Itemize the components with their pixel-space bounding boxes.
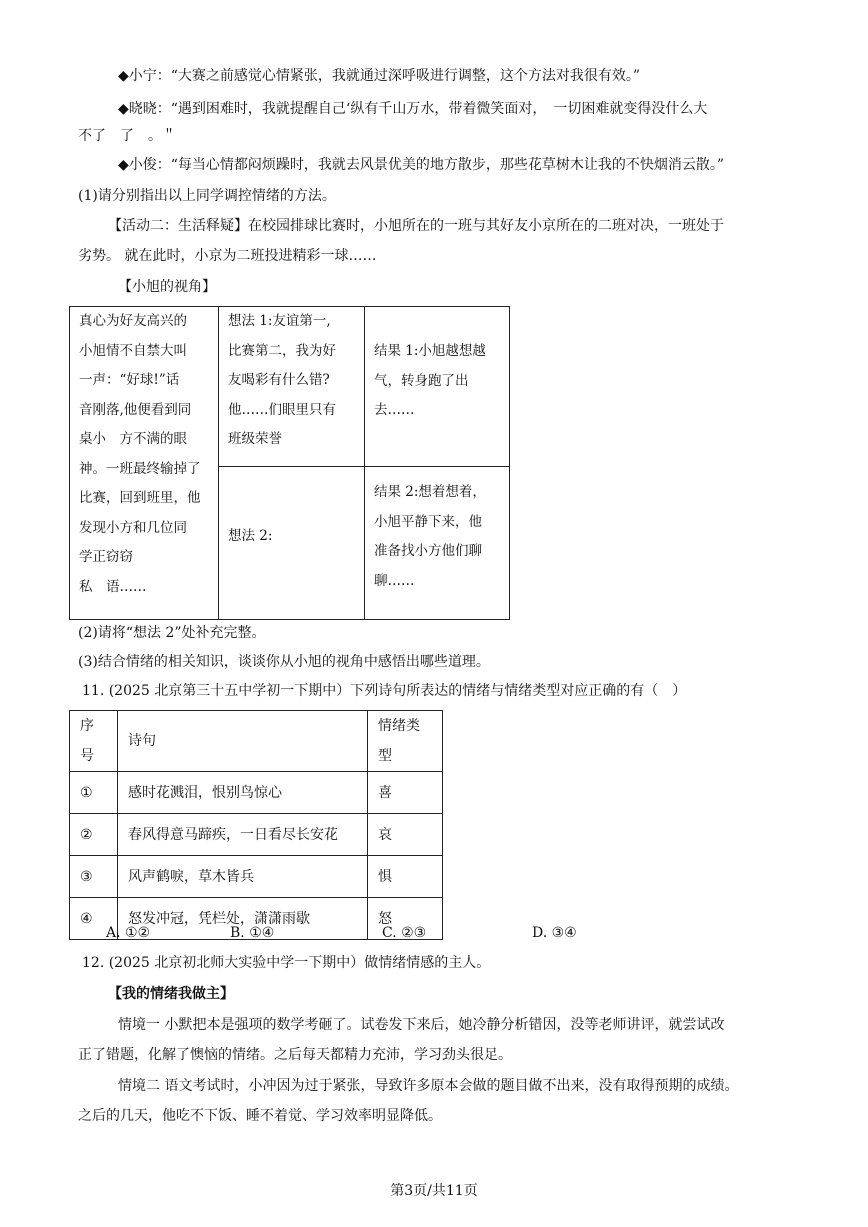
option-b: B. ①④ (230, 925, 275, 941)
row-poem: 怒发冲冠，凭栏处，潇潇雨歇 (118, 898, 368, 940)
perspective-heading: 【小旭的视角】 (118, 279, 216, 295)
quote-xiaoxiao: ◆晓晓：“遇到困难时，我就提醒自己‘纵有千山万水，带着微笑面对， 一切困难就变得没什么大 (118, 101, 708, 117)
option-c: C. ②③ (382, 925, 427, 941)
row-index: ④ (70, 898, 118, 940)
row-index: ② (70, 814, 118, 856)
row-emotion: 喜 (368, 772, 443, 814)
story-cell: 真心为好友高兴的 小旭情不自禁大叫 一声：“好球!”话 音刚落,他便看到同 桌小 方不满的眼 神。一班最终输掉了 比赛，回到班里，他 发现小方和几位同 学正窃窃 私 语…… (79, 313, 201, 595)
table-header-row (70, 711, 443, 772)
row-poem: 春风得意马蹄疾，一日看尽长安花 (118, 814, 368, 856)
row-poem: 风声鹤唳，草木皆兵 (118, 856, 368, 898)
scenario2-line1: 情境二 语文考试时，小冲因为过于紧张，导致许多原本会做的题目做不出来，没有取得预期的成绩。 (118, 1078, 739, 1094)
quote-xiaoning: ◆小宁：“大赛之前感觉心情紧张，我就通过深呼吸进行调整，这个方法对我很有效。” (118, 68, 641, 84)
result2-cell: 结果 2:想着想着， 小旭平静下来，他 准备找小方他们聊 聊…… (374, 484, 486, 589)
header-index: 序号 (70, 711, 118, 772)
option-d: D. ③④ (532, 925, 577, 941)
row-index: ③ (70, 856, 118, 898)
header-emotion: 情绪类型 (368, 711, 443, 772)
idea1-cell: 想法 1:友谊第一, 比赛第二，我为好 友喝彩有什么错? 他……们眼里只有 班级荣誉 (228, 313, 336, 447)
row-index: ① (70, 772, 118, 814)
option-a: A. ①② (106, 925, 151, 941)
quote-xiaoxiao-cont: 不了 了 。＂ (78, 128, 176, 144)
row-poem: 感时花溅泪，恨别鸟惊心 (118, 772, 368, 814)
scenario1-line1: 情境一 小默把本是强项的数学考砸了。试卷发下来后，她冷静分析错因，没等老师讲评，就尝试改 (118, 1017, 725, 1033)
table-row (70, 772, 443, 814)
table-row (70, 814, 443, 856)
row-emotion: 怒 (368, 898, 443, 940)
row-emotion: 哀 (368, 814, 443, 856)
scenario1-line2: 正了错题，化解了懊恼的情绪。之后每天都精力充沛，学习劲头很足。 (78, 1047, 512, 1063)
result1-cell: 结果 1:小旭越想越 气，转身跑了出 去…… (374, 343, 486, 418)
activity2-line1: 【活动二：生活释疑】在校园排球比赛时，小旭所在的一班与其好友小京所在的二班对决，一班处于 (108, 218, 724, 234)
q12-heading: 【我的情绪我做主】 (108, 986, 234, 1002)
activity2-line2: 劣势。 就在此时，小京为二班投进精彩一球…… (78, 248, 377, 264)
question-2: (2)请将“想法 2”处补充完整。 (78, 625, 266, 641)
question-3: (3)结合情绪的相关知识，谈谈你从小旭的视角中感悟出哪些道理。 (78, 654, 490, 670)
emotion-table (69, 710, 443, 940)
q12-stem: 12. (2025 北京初北师大实验中学一下期中）做情绪情感的主人。 (82, 955, 491, 971)
header-poem: 诗句 (118, 711, 368, 772)
table-row (70, 856, 443, 898)
question-1: (1)请分别指出以上同学调控情绪的方法。 (78, 188, 336, 204)
scenario2-line2: 之后的几天，他吃不下饭、睡不着觉、学习效率明显降低。 (78, 1108, 442, 1124)
q11-stem: 11. (2025 北京第三十五中学初一下期中）下列诗句所表达的情绪与情绪类型对应正确的有（ ） (82, 683, 687, 699)
idea2-cell: 想法 2: (228, 528, 273, 544)
page-footer: 第3页/共11页 (390, 1183, 478, 1199)
quote-xiaojun: ◆小俊：“每当心情都闷烦躁时，我就去风景优美的地方散步，那些花草树木让我的不快烟消云散。” (118, 157, 725, 173)
row-emotion: 惧 (368, 856, 443, 898)
